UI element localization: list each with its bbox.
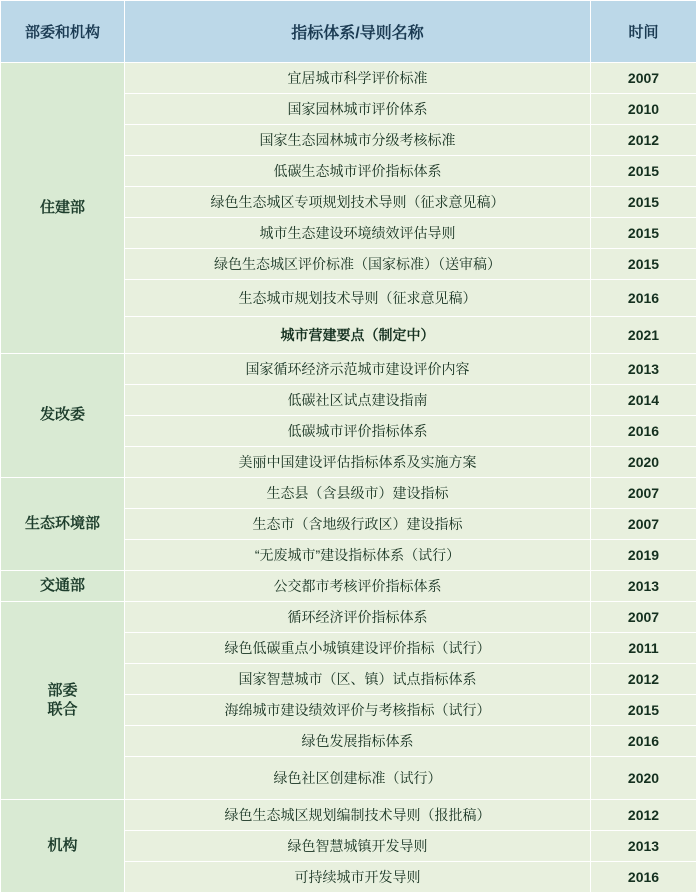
table-row <box>1 478 696 509</box>
column-header-name: 指标体系/导则名称 <box>125 1 591 63</box>
indicator-name-cell: 宜居城市科学评价标准 <box>125 63 591 94</box>
department-cell: 生态环境部 <box>1 478 125 571</box>
indicator-name-cell: 绿色低碳重点小城镇建设评价指标（试行） <box>125 633 591 664</box>
department-cell: 机构 <box>1 800 125 893</box>
year-cell: 2015 <box>591 695 696 726</box>
year-cell: 2007 <box>591 478 696 509</box>
year-cell: 2012 <box>591 664 696 695</box>
year-cell: 2015 <box>591 187 696 218</box>
year-cell: 2016 <box>591 416 696 447</box>
year-cell: 2011 <box>591 633 696 664</box>
year-cell: 2021 <box>591 317 696 354</box>
year-cell: 2016 <box>591 280 696 317</box>
department-cell: 发改委 <box>1 354 125 478</box>
table-header <box>1 1 696 63</box>
year-cell: 2020 <box>591 447 696 478</box>
department-cell: 住建部 <box>1 63 125 354</box>
year-cell: 2016 <box>591 862 696 893</box>
department-cell: 交通部 <box>1 571 125 602</box>
column-header-department: 部委和机构 <box>1 1 125 63</box>
year-cell: 2007 <box>591 509 696 540</box>
indicator-name-cell: 国家生态园林城市分级考核标准 <box>125 125 591 156</box>
indicator-name-cell: 绿色生态城区评价标准（国家标准）（送审稿） <box>125 249 591 280</box>
year-cell: 2007 <box>591 63 696 94</box>
year-cell: 2012 <box>591 125 696 156</box>
indicator-name-cell: 国家智慧城市（区、镇）试点指标体系 <box>125 664 591 695</box>
table-row <box>1 602 696 633</box>
year-cell: 2016 <box>591 726 696 757</box>
year-cell: 2015 <box>591 249 696 280</box>
year-cell: 2010 <box>591 94 696 125</box>
indicator-name-cell: 循环经济评价指标体系 <box>125 602 591 633</box>
indicator-name-cell: 城市生态建设环境绩效评估导则 <box>125 218 591 249</box>
year-cell: 2019 <box>591 540 696 571</box>
year-cell: 2015 <box>591 218 696 249</box>
indicator-name-cell: 低碳城市评价指标体系 <box>125 416 591 447</box>
indicator-name-cell: 国家园林城市评价体系 <box>125 94 591 125</box>
header-row <box>1 1 696 63</box>
indicator-name-cell: 海绵城市建设绩效评价与考核指标（试行） <box>125 695 591 726</box>
department-cell: 部委 联合 <box>1 602 125 800</box>
indicator-name-cell: 绿色发展指标体系 <box>125 726 591 757</box>
year-cell: 2014 <box>591 385 696 416</box>
year-cell: 2013 <box>591 831 696 862</box>
indicator-name-cell: 生态城市规划技术导则（征求意见稿） <box>125 280 591 317</box>
table-row <box>1 800 696 831</box>
table-body <box>1 63 696 893</box>
indicator-name-cell: 生态市（含地级行政区）建设指标 <box>125 509 591 540</box>
year-cell: 2013 <box>591 571 696 602</box>
indicator-name-cell: 绿色智慧城镇开发导则 <box>125 831 591 862</box>
indicator-name-cell: 公交都市考核评价指标体系 <box>125 571 591 602</box>
year-cell: 2012 <box>591 800 696 831</box>
indicator-name-cell: 美丽中国建设评估指标体系及实施方案 <box>125 447 591 478</box>
table-row <box>1 63 696 94</box>
indicator-name-cell: 可持续城市开发导则 <box>125 862 591 893</box>
table-row <box>1 571 696 602</box>
column-header-year: 时间 <box>591 1 696 63</box>
indicator-name-cell: 绿色社区创建标准（试行） <box>125 757 591 800</box>
indicator-name-cell: “无废城市”建设指标体系（试行） <box>125 540 591 571</box>
year-cell: 2013 <box>591 354 696 385</box>
indicator-name-cell: 绿色生态城区规划编制技术导则（报批稿） <box>125 800 591 831</box>
indicator-name-cell: 城市营建要点（制定中） <box>125 317 591 354</box>
year-cell: 2020 <box>591 757 696 800</box>
indicator-name-cell: 低碳社区试点建设指南 <box>125 385 591 416</box>
indicator-name-cell: 生态县（含县级市）建设指标 <box>125 478 591 509</box>
year-cell: 2007 <box>591 602 696 633</box>
indicator-name-cell: 绿色生态城区专项规划技术导则（征求意见稿） <box>125 187 591 218</box>
indicator-name-cell: 低碳生态城市评价指标体系 <box>125 156 591 187</box>
indicator-name-cell: 国家循环经济示范城市建设评价内容 <box>125 354 591 385</box>
table-row <box>1 354 696 385</box>
year-cell: 2015 <box>591 156 696 187</box>
